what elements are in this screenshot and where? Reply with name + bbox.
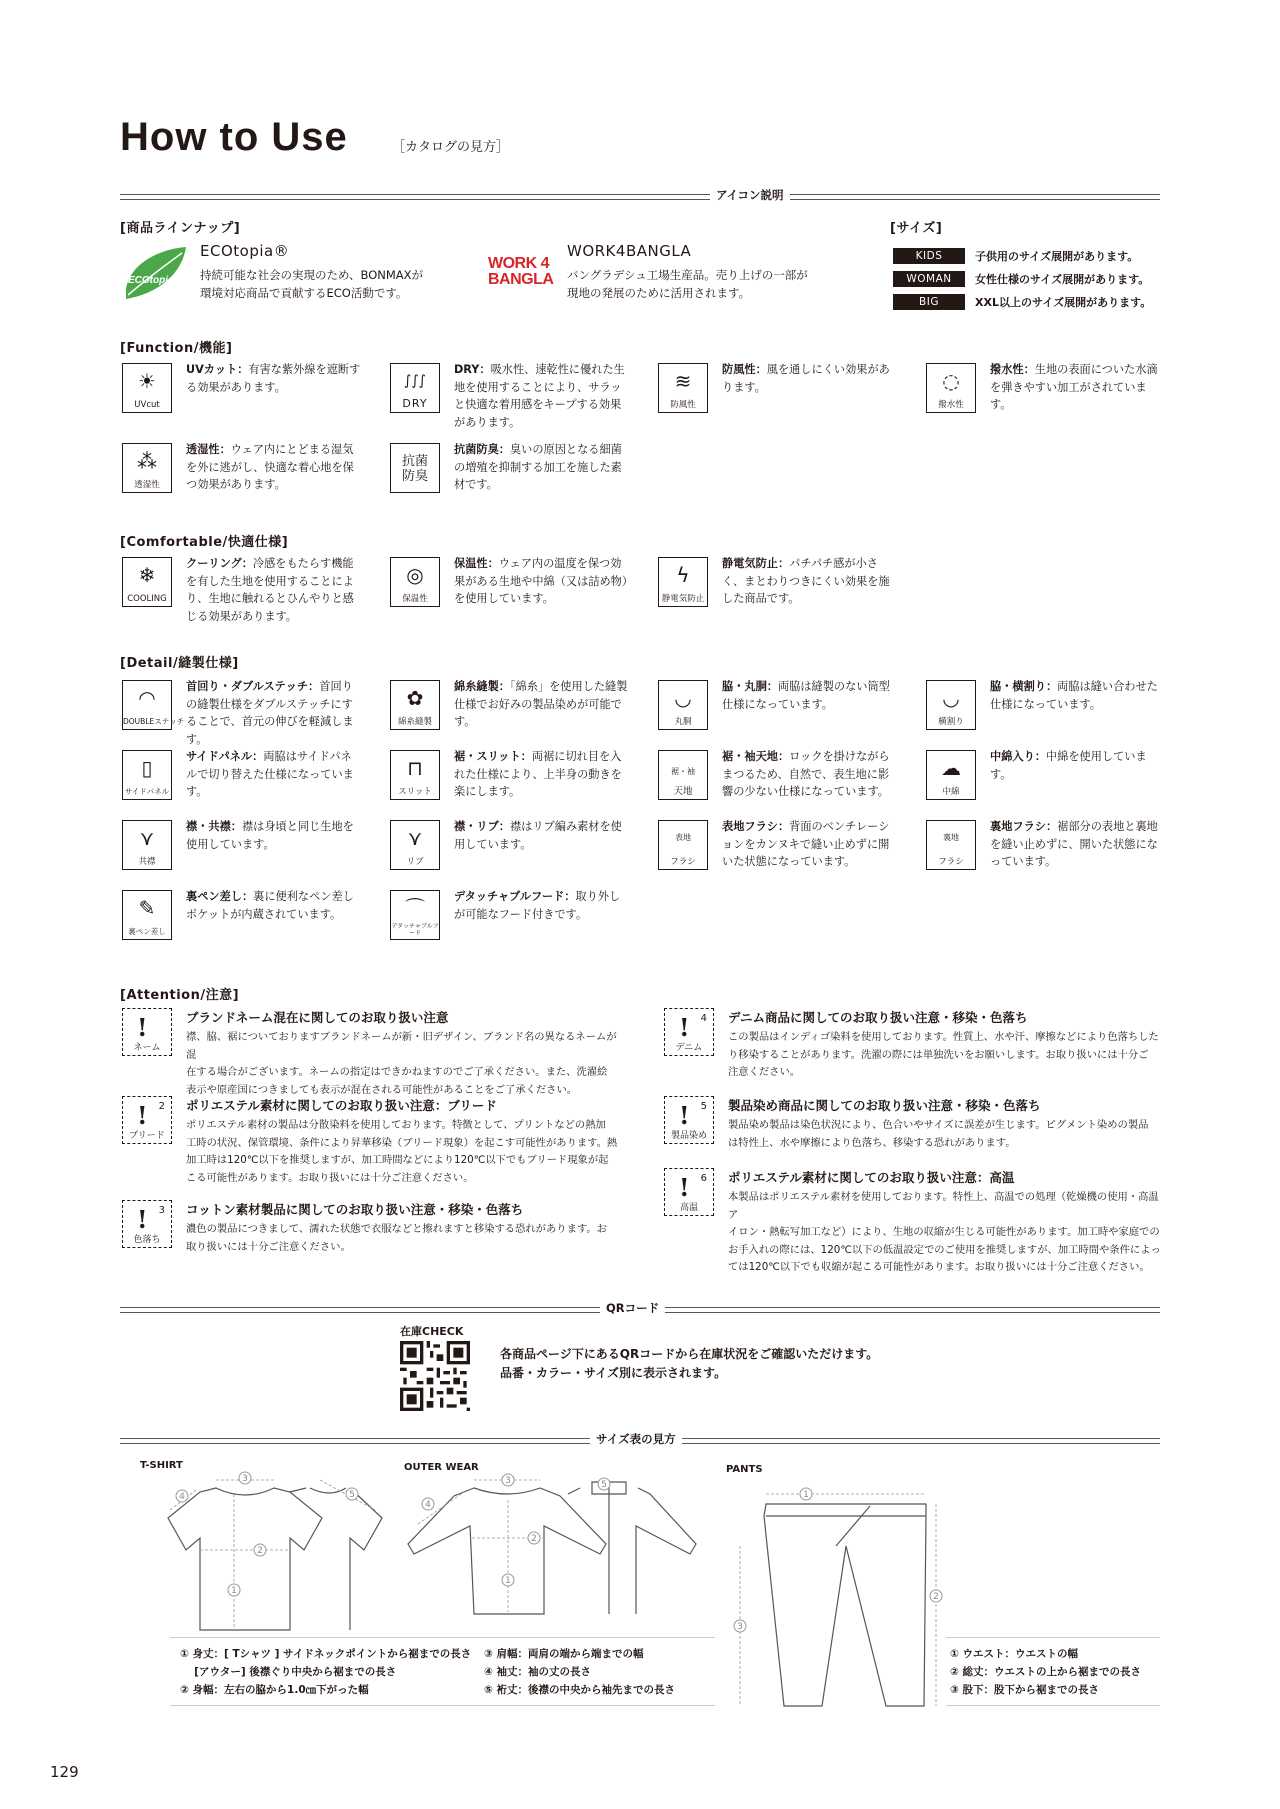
svg-text:5: 5 (349, 1490, 355, 1500)
rib-collar-icon: ⋎ リブ (390, 820, 440, 870)
feature-outer-fabric-flap: 表地フラシ：背面のベンチレーションをカンヌキで縫い止めずに開いた状態になっています。 (722, 820, 890, 868)
divider-size-chart: サイズ表の見方 (120, 1438, 1160, 1444)
svg-text:3: 3 (505, 1476, 511, 1486)
tshirt-diagram (160, 1470, 392, 1640)
feature-cotton-thread: 綿糸縫製：「綿糸」を使用した縫製仕様でお好みの製品染めが可能です。 (454, 680, 628, 728)
divider-icons: アイコン説明 (120, 194, 1160, 200)
ecotopia-logo (120, 243, 190, 303)
padding-icon: ☁ 中綿 (926, 750, 976, 800)
feature-lining-flap: 裏地フラシ：裾部分の表地と裏地を縫い止めずに、開いた状態になっています。 (990, 820, 1158, 868)
attention-body-4: この製品はインディゴ染料を使用しております。性質上、水や汗、摩擦などにより色落ちした り移染することがあります。洗濯の際には単独洗いをお願いします。お取り扱いには十分ご 注意ください。 (728, 1031, 1159, 1078)
work4bangla-title: WORK4BANGLA (567, 242, 692, 260)
attention-body-3: 濃色の製品につきまして、濡れた状態で衣服などと擦れますと移染する恐れがあります。お 取り扱いには十分ご注意ください。 (186, 1223, 607, 1253)
feature-double-stitch: 首回り・ダブルステッチ：首回りの縫製仕様をダブルステッチにすることで、首元の伸びを軽減します。 (186, 680, 354, 746)
page-title: How to Use (120, 115, 348, 159)
heat-retention-icon: ◎ 保温性 (390, 557, 440, 607)
size-tag-kids: KIDS (893, 248, 965, 264)
size-desc-kids: 子供用のサイズ展開があります。 (975, 250, 1139, 263)
svg-text:2: 2 (531, 1534, 537, 1544)
work4bangla-logo: WORK 4 BANGLA (488, 255, 554, 288)
attention-icon-3: ! 3 色落ち (122, 1200, 172, 1248)
qr-description: 各商品ページ下にあるQRコードから在庫状況をご確認いただけます。 品番・カラー・サイズ別に表示されます。 (500, 1347, 879, 1380)
feature-heat-retention: 保温性：ウェア内の温度を保つ効果がある生地や中綿（又は詰め物）を使用しています。 (454, 557, 628, 605)
ecotopia-desc: 持続可能な社会の実現のため、BONMAXが 環境対応商品で貢献するECO活動です。 (200, 268, 424, 300)
attention-title-5: 製品染め商品に関してのお取り扱い注意・移染・色落ち (728, 1098, 1041, 1113)
attention-icon-1: ! ネーム (122, 1008, 172, 1056)
tubular-body-icon: ◡ 丸胴 (658, 680, 708, 730)
feature-detachable-hood: デタッチャブルフード：取り外しが可能なフード付きです。 (454, 890, 621, 921)
notes-shoulder-sleeve: ③ 肩幅：両肩の端から端までの幅 ④ 袖丈：袖の丈の長さ ⑤ 裄丈：後襟の中央から袖先までの長さ (484, 1648, 676, 1696)
breathable-icon: ⁂ 透湿性 (122, 443, 172, 493)
attention-title-3: コットン素材製品に関してのお取り扱い注意・移染・色落ち (186, 1202, 524, 1217)
size-tag-woman: WOMAN (893, 271, 965, 287)
svg-text:5: 5 (601, 1480, 607, 1490)
svg-text:4: 4 (179, 1492, 185, 1502)
lining-flap-icon: 裏地 フラシ (926, 820, 976, 870)
feature-cooling: クーリング：冷感をもたらす機能を有した生地を使用することにより、生地に触れるとひんやりと感じる効果があります。 (186, 557, 354, 623)
divider-qr: QRコード (120, 1307, 1160, 1313)
attention-title-2: ポリエステル素材に関してのお取り扱い注意：ブリード (186, 1098, 497, 1113)
section-attention: [Attention/注意] (120, 988, 240, 1003)
feature-slit: 裾・スリット：両裾に切れ目を入れた仕様により、上半身の動きを楽にします。 (454, 750, 622, 798)
attention-icon-5: ! 5 製品染め (664, 1096, 714, 1144)
size-desc-woman: 女性仕様のサイズ展開があります。 (975, 273, 1150, 286)
side-panel-icon: ▯ サイドパネル (122, 750, 172, 800)
detachable-hood-icon: ⌒ デタッチャブルフード (390, 890, 440, 940)
attention-icon-2: ! 2 ブリード (122, 1096, 172, 1144)
svg-text:3: 3 (242, 1474, 248, 1484)
attention-icon-6: ! 6 高温 (664, 1168, 714, 1216)
ecotopia-title: ECOtopia® (200, 242, 290, 260)
antistatic-icon: ϟ 静電気防止 (658, 557, 708, 607)
pants-diagram (726, 1476, 948, 1716)
cooling-icon: ❄ COOLING (122, 557, 172, 607)
svg-text:2: 2 (933, 1592, 939, 1602)
attention-title-1: ブランドネーム混在に関してのお取り扱い注意 (186, 1010, 449, 1025)
svg-text:1: 1 (231, 1586, 237, 1596)
work4bangla-desc: バングラデシュ工場生産品。売り上げの一部が 現地の発展のために活用されます。 (567, 268, 808, 300)
notes-divider-left (170, 1637, 715, 1638)
section-lineup: [商品ラインナップ] (120, 221, 241, 236)
section-detail: [Detail/縫製仕様] (120, 656, 239, 671)
attention-body-2: ポリエステル素材の製品は分散染料を使用しております。特徴として、プリントなどの熱加 工時の状況、保管環境、条件により昇華移染（ブリード現象）を起こす可能性があります。熱 加工時は120℃以下を推奨しますが、加工時間などにより120℃以下でもブリード現象が起 こる可能性があります。お取り扱いには十分ご注意ください。 (186, 1119, 618, 1184)
pen-pocket-icon: ✎ 裏ペン差し (122, 890, 172, 940)
outer-wear-label: OUTER WEAR (404, 1462, 479, 1473)
attention-body-1: 襟、脇、裾についておりますブランドネームが新・旧デザイン、ブランド名の異なるネームが混 在する場合がございます。ネームの指定はできかねますのでご了承ください。また、洗濯絵 表示や原産国につきましても表示が混在される可能性があることをご了承ください。 (186, 1031, 617, 1096)
notes-body-length: ① 身丈：[ Tシャツ ] サイドネックポイントから裾までの長さ [アウター] 後襟ぐり中央から裾までの長さ ② 身幅：左右の脇から1.0㎝下がった幅 (180, 1648, 472, 1696)
water-repellent-icon: ◌ 撥水性 (926, 363, 976, 413)
svg-text:4: 4 (425, 1500, 431, 1510)
feature-pen-pocket: 裏ペン差し：裏に便利なペン差しポケットが内蔵されています。 (186, 890, 354, 921)
attention-title-4: デニム商品に関してのお取り扱い注意・移染・色落ち (728, 1010, 1028, 1025)
section-comfortable: [Comfortable/快適仕様] (120, 535, 289, 550)
qr-code (400, 1341, 470, 1411)
feature-rib-collar: 襟・リブ：襟はリブ編み素材を使用しています。 (454, 820, 622, 851)
page-subtitle: ［カタログの見方］ (392, 140, 510, 155)
svg-text:1: 1 (505, 1576, 511, 1586)
section-size: [サイズ] (890, 221, 943, 236)
dry-icon: ∫∫∫ DRY (390, 363, 440, 413)
notes-pants: ① ウエスト：ウエストの幅 ② 総丈：ウエストの上から裾までの長さ ③ 股下：股下から裾までの長さ (950, 1648, 1142, 1696)
size-tag-big: BIG (893, 294, 965, 310)
notes-bottom-right (946, 1705, 1160, 1706)
feature-tubular-body: 脇・丸胴：両脇は縫製のない筒型仕様になっています。 (722, 680, 890, 711)
double-stitch-icon: ◠ DOUBLEステッチ (122, 680, 172, 730)
windproof-icon: ≋ 防風性 (658, 363, 708, 413)
page-number: 129 (50, 1763, 79, 1781)
section-function: [Function/機能] (120, 341, 233, 356)
feature-antistatic: 静電気防止：パチパチ感が小さく、まとわりつきにくい効果を施した商品です。 (722, 557, 890, 605)
feature-dry: DRY：吸水性、速乾性に優れた生地を使用することにより、サラッと快適な着用感をキープする効果があります。 (454, 363, 625, 429)
feature-uv-cut: UVカット：有害な紫外線を遮断する効果があります。 (186, 363, 361, 394)
svg-text:2: 2 (257, 1546, 263, 1556)
feature-side-panel: サイドパネル：両脇はサイドパネルで切り替えた仕様になっています。 (186, 750, 354, 798)
pants-label: PANTS (726, 1464, 763, 1475)
feature-breathable: 透湿性：ウェア内にとどまる湿気を外に逃がし、快適な着心地を保つ効果があります。 (186, 443, 354, 491)
attention-icon-4: ! 4 デニム (664, 1008, 714, 1056)
self-collar-icon: ⋎ 共襟 (122, 820, 172, 870)
notes-bottom-left (170, 1705, 715, 1706)
feature-hem-finish: 裾・袖天地：ロックを掛けながらまつるため、自然で、表生地に影響の少ない仕様になっています。 (722, 750, 890, 798)
slit-icon: ⊓ スリット (390, 750, 440, 800)
side-seam-icon: ◡ 横割り (926, 680, 976, 730)
feature-self-collar: 襟・共襟：襟は身頃と同じ生地を使用しています。 (186, 820, 354, 851)
size-desc-big: XXL以上のサイズ展開があります。 (975, 296, 1152, 309)
outer-wear-diagram (404, 1474, 704, 1620)
svg-text:ECOtopia: ECOtopia (128, 275, 174, 286)
feature-side-seam: 脇・横割り：両脇は縫い合わせた仕様になっています。 (990, 680, 1158, 711)
cotton-thread-icon: ✿ 綿糸縫製 (390, 680, 440, 730)
antibacterial-icon: 抗菌 防臭 (390, 443, 440, 493)
uv-cut-icon: ☀ UVcut (122, 363, 172, 413)
qr-label: 在庫CHECK (400, 1325, 464, 1338)
feature-padding: 中綿入り：中綿を使用しています。 (990, 750, 1147, 781)
feature-antibacterial: 抗菌防臭：臭いの原因となる細菌の増殖を抑制する加工を施した素材です。 (454, 443, 622, 491)
hem-finish-icon: 裾・袖 天地 (658, 750, 708, 800)
svg-text:1: 1 (803, 1490, 809, 1500)
feature-windproof: 防風性：風を通しにくい効果があります。 (722, 363, 890, 394)
feature-water-repellent: 撥水性：生地の表面についた水滴を弾きやすい加工がされています。 (990, 363, 1158, 411)
attention-title-6: ポリエステル素材に関してのお取り扱い注意：高温 (728, 1170, 1015, 1185)
svg-text:3: 3 (737, 1622, 743, 1632)
tshirt-label: T-SHIRT (140, 1460, 183, 1471)
attention-body-6: 本製品はポリエステル素材を使用しております。特性上、高温での処理（乾燥機の使用・高温ア イロン・熱転写加工など）により、生地の収縮が生じる可能性があります。加工時や家庭での お手入れの際には、120℃以下の低温設定でのご使用を推奨しますが、加工時間や条件によっ ては120℃以下でも収縮が起こる可能性があります。お取り扱いには十分ご注意ください。 (728, 1191, 1161, 1273)
outer-fabric-flap-icon: 表地 フラシ (658, 820, 708, 870)
attention-body-5: 製品染め製品は染色状況により、色合いやサイズに誤差が生じます。ピグメント染めの製品 は特性上、水や摩擦により色落ち、移染する恐れがあります。 (728, 1119, 1149, 1149)
notes-divider-right (946, 1637, 1160, 1638)
